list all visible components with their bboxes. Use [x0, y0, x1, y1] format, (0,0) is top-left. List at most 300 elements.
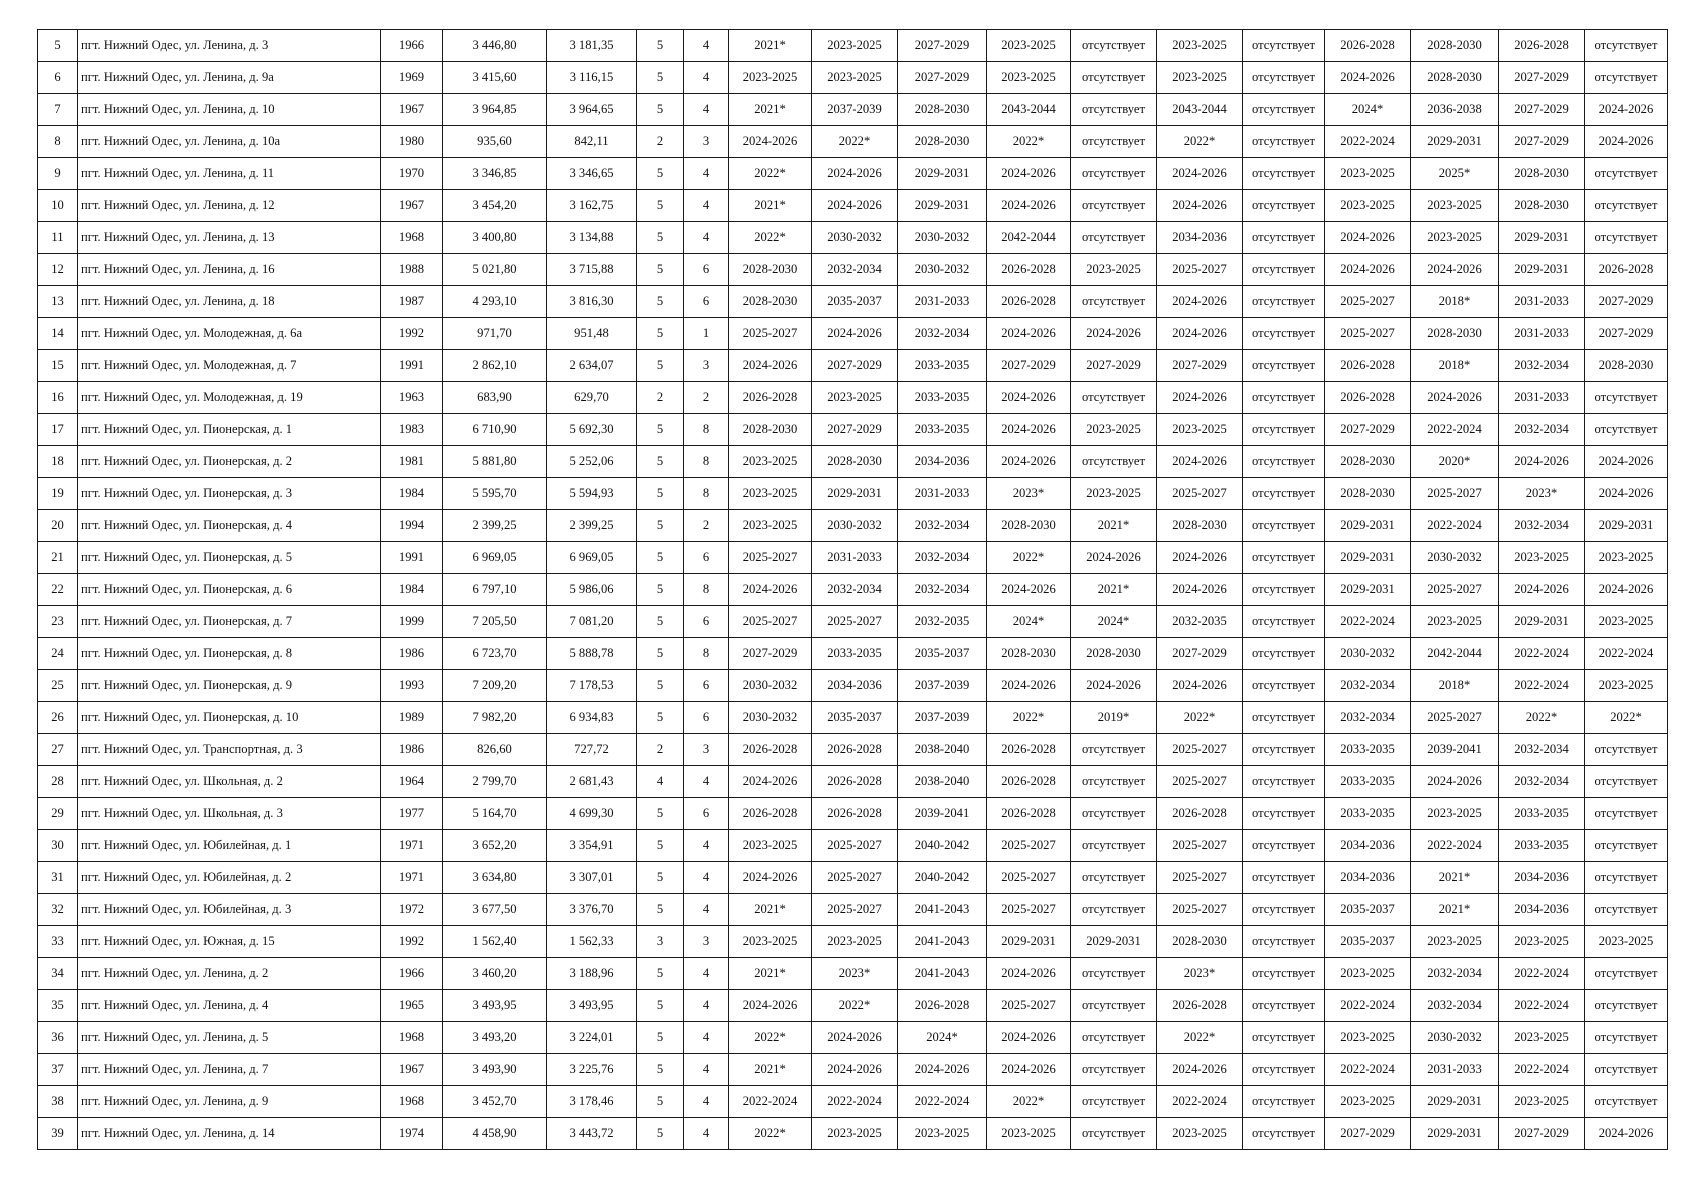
cell-living-area: 3 224,01	[547, 1022, 637, 1054]
cell-period-4: 2024-2026	[987, 190, 1071, 222]
cell-period-4: 2025-2027	[987, 862, 1071, 894]
cell-period-4: 2024-2026	[987, 958, 1071, 990]
cell-address: пгт. Нижний Одес, ул. Ленина, д. 13	[78, 222, 381, 254]
cell-living-area: 3 376,70	[547, 894, 637, 926]
table-row	[38, 222, 1668, 254]
cell-period-9: 2023-2025	[1411, 222, 1499, 254]
cell-period-5: отсутствует	[1071, 94, 1157, 126]
cell-address: пгт. Нижний Одес, ул. Молодежная, д. 6а	[78, 318, 381, 350]
cell-period-7: отсутствует	[1243, 382, 1325, 414]
cell-period-4: 2026-2028	[987, 766, 1071, 798]
cell-address: пгт. Нижний Одес, ул. Пионерская, д. 4	[78, 510, 381, 542]
cell-row-number: 34	[38, 958, 78, 990]
cell-period-2: 2023-2025	[812, 62, 898, 94]
cell-period-7: отсутствует	[1243, 126, 1325, 158]
cell-entrances: 4	[684, 62, 729, 94]
cell-period-3: 2029-2031	[898, 190, 987, 222]
cell-address: пгт. Нижний Одес, ул. Пионерская, д. 8	[78, 638, 381, 670]
cell-period-4: 2043-2044	[987, 94, 1071, 126]
cell-period-2: 2034-2036	[812, 670, 898, 702]
cell-period-2: 2029-2031	[812, 478, 898, 510]
cell-period-10: 2029-2031	[1499, 606, 1585, 638]
cell-period-5: 2024-2026	[1071, 318, 1157, 350]
cell-period-1: 2027-2029	[729, 638, 812, 670]
table-row	[38, 510, 1668, 542]
cell-address: пгт. Нижний Одес, ул. Пионерская, д. 2	[78, 446, 381, 478]
cell-living-area: 7 081,20	[547, 606, 637, 638]
cell-period-2: 2027-2029	[812, 350, 898, 382]
cell-floors: 5	[637, 542, 684, 574]
cell-period-11: отсутствует	[1585, 30, 1668, 62]
cell-address: пгт. Нижний Одес, ул. Ленина, д. 3	[78, 30, 381, 62]
cell-period-1: 2025-2027	[729, 606, 812, 638]
cell-period-7: отсутствует	[1243, 414, 1325, 446]
cell-build-year: 1971	[381, 830, 443, 862]
cell-floors: 5	[637, 1086, 684, 1118]
cell-period-1: 2021*	[729, 30, 812, 62]
cell-period-10: 2028-2030	[1499, 158, 1585, 190]
cell-period-4: 2026-2028	[987, 798, 1071, 830]
cell-period-3: 2026-2028	[898, 990, 987, 1022]
cell-period-11: отсутствует	[1585, 382, 1668, 414]
cell-build-year: 1986	[381, 638, 443, 670]
cell-period-7: отсутствует	[1243, 638, 1325, 670]
cell-floors: 5	[637, 446, 684, 478]
cell-living-area: 3 181,35	[547, 30, 637, 62]
housing-repair-schedule-table	[37, 29, 1668, 1150]
cell-period-6: 2043-2044	[1157, 94, 1243, 126]
cell-period-7: отсутствует	[1243, 286, 1325, 318]
cell-period-8: 2025-2027	[1325, 286, 1411, 318]
cell-total-area: 3 400,80	[443, 222, 547, 254]
cell-period-6: 2022*	[1157, 702, 1243, 734]
cell-floors: 4	[637, 766, 684, 798]
cell-period-9: 2020*	[1411, 446, 1499, 478]
cell-build-year: 1967	[381, 190, 443, 222]
cell-period-2: 2022*	[812, 126, 898, 158]
cell-floors: 5	[637, 670, 684, 702]
cell-period-2: 2037-2039	[812, 94, 898, 126]
cell-total-area: 7 209,20	[443, 670, 547, 702]
cell-period-1: 2023-2025	[729, 830, 812, 862]
cell-period-5: отсутствует	[1071, 62, 1157, 94]
cell-build-year: 1980	[381, 126, 443, 158]
table-row	[38, 318, 1668, 350]
cell-period-3: 2032-2034	[898, 542, 987, 574]
cell-period-11: отсутствует	[1585, 414, 1668, 446]
cell-total-area: 3 446,80	[443, 30, 547, 62]
cell-period-3: 2035-2037	[898, 638, 987, 670]
cell-period-11: отсутствует	[1585, 894, 1668, 926]
cell-period-7: отсутствует	[1243, 606, 1325, 638]
cell-entrances: 6	[684, 254, 729, 286]
cell-build-year: 1967	[381, 1054, 443, 1086]
cell-living-area: 2 634,07	[547, 350, 637, 382]
cell-period-5: 2023-2025	[1071, 414, 1157, 446]
cell-floors: 5	[637, 158, 684, 190]
cell-period-4: 2023-2025	[987, 30, 1071, 62]
cell-period-2: 2023-2025	[812, 1118, 898, 1150]
cell-period-8: 2028-2030	[1325, 446, 1411, 478]
cell-period-10: 2022-2024	[1499, 670, 1585, 702]
cell-entrances: 4	[684, 1022, 729, 1054]
cell-row-number: 8	[38, 126, 78, 158]
cell-period-3: 2041-2043	[898, 926, 987, 958]
cell-period-1: 2030-2032	[729, 670, 812, 702]
cell-period-10: 2029-2031	[1499, 254, 1585, 286]
cell-period-5: отсутствует	[1071, 862, 1157, 894]
cell-floors: 5	[637, 958, 684, 990]
cell-total-area: 3 493,90	[443, 1054, 547, 1086]
cell-row-number: 24	[38, 638, 78, 670]
cell-period-6: 2022-2024	[1157, 1086, 1243, 1118]
cell-period-9: 2024-2026	[1411, 254, 1499, 286]
cell-row-number: 23	[38, 606, 78, 638]
cell-period-7: отсутствует	[1243, 510, 1325, 542]
cell-entrances: 4	[684, 30, 729, 62]
cell-period-7: отсутствует	[1243, 574, 1325, 606]
cell-total-area: 2 862,10	[443, 350, 547, 382]
cell-period-8: 2023-2025	[1325, 190, 1411, 222]
cell-period-7: отсутствует	[1243, 830, 1325, 862]
cell-period-8: 2023-2025	[1325, 158, 1411, 190]
cell-build-year: 1969	[381, 62, 443, 94]
cell-build-year: 1966	[381, 30, 443, 62]
cell-period-2: 2022*	[812, 990, 898, 1022]
cell-period-6: 2024-2026	[1157, 158, 1243, 190]
cell-floors: 5	[637, 894, 684, 926]
cell-period-2: 2026-2028	[812, 734, 898, 766]
cell-row-number: 25	[38, 670, 78, 702]
cell-total-area: 3 493,95	[443, 990, 547, 1022]
cell-address: пгт. Нижний Одес, ул. Школьная, д. 3	[78, 798, 381, 830]
table-row	[38, 830, 1668, 862]
cell-living-area: 5 692,30	[547, 414, 637, 446]
cell-period-3: 2030-2032	[898, 222, 987, 254]
cell-floors: 5	[637, 606, 684, 638]
cell-living-area: 6 969,05	[547, 542, 637, 574]
cell-period-10: 2027-2029	[1499, 62, 1585, 94]
cell-period-7: отсутствует	[1243, 30, 1325, 62]
cell-period-11: отсутствует	[1585, 990, 1668, 1022]
cell-period-8: 2024*	[1325, 94, 1411, 126]
cell-period-7: отсутствует	[1243, 318, 1325, 350]
cell-period-5: отсутствует	[1071, 446, 1157, 478]
cell-period-5: отсутствует	[1071, 1086, 1157, 1118]
cell-row-number: 14	[38, 318, 78, 350]
cell-period-9: 2025*	[1411, 158, 1499, 190]
cell-period-4: 2022*	[987, 702, 1071, 734]
table-row	[38, 702, 1668, 734]
cell-period-1: 2024-2026	[729, 766, 812, 798]
cell-period-6: 2025-2027	[1157, 734, 1243, 766]
cell-period-11: отсутствует	[1585, 1022, 1668, 1054]
cell-period-1: 2021*	[729, 894, 812, 926]
cell-floors: 5	[637, 702, 684, 734]
cell-period-8: 2028-2030	[1325, 478, 1411, 510]
cell-build-year: 1970	[381, 158, 443, 190]
cell-period-2: 2030-2032	[812, 222, 898, 254]
cell-period-10: 2027-2029	[1499, 126, 1585, 158]
cell-address: пгт. Нижний Одес, ул. Ленина, д. 4	[78, 990, 381, 1022]
cell-build-year: 1984	[381, 574, 443, 606]
cell-period-7: отсутствует	[1243, 862, 1325, 894]
cell-address: пгт. Нижний Одес, ул. Пионерская, д. 3	[78, 478, 381, 510]
cell-period-2: 2024-2026	[812, 1054, 898, 1086]
cell-period-11: 2023-2025	[1585, 670, 1668, 702]
cell-floors: 5	[637, 798, 684, 830]
cell-period-11: 2023-2025	[1585, 926, 1668, 958]
cell-period-7: отсутствует	[1243, 734, 1325, 766]
cell-period-10: 2033-2035	[1499, 798, 1585, 830]
cell-period-9: 2021*	[1411, 862, 1499, 894]
cell-period-9: 2023-2025	[1411, 926, 1499, 958]
cell-total-area: 2 399,25	[443, 510, 547, 542]
cell-row-number: 39	[38, 1118, 78, 1150]
cell-row-number: 27	[38, 734, 78, 766]
cell-build-year: 1992	[381, 926, 443, 958]
cell-period-10: 2032-2034	[1499, 766, 1585, 798]
cell-entrances: 1	[684, 318, 729, 350]
cell-period-8: 2030-2032	[1325, 638, 1411, 670]
cell-period-6: 2027-2029	[1157, 350, 1243, 382]
cell-period-11: отсутствует	[1585, 222, 1668, 254]
cell-period-3: 2033-2035	[898, 350, 987, 382]
table-row	[38, 862, 1668, 894]
cell-period-4: 2024-2026	[987, 574, 1071, 606]
cell-period-1: 2024-2026	[729, 990, 812, 1022]
cell-period-4: 2023-2025	[987, 1118, 1071, 1150]
cell-period-7: отсутствует	[1243, 926, 1325, 958]
cell-period-8: 2026-2028	[1325, 350, 1411, 382]
cell-floors: 5	[637, 510, 684, 542]
cell-period-2: 2031-2033	[812, 542, 898, 574]
cell-period-11: 2023-2025	[1585, 606, 1668, 638]
cell-row-number: 19	[38, 478, 78, 510]
cell-total-area: 971,70	[443, 318, 547, 350]
cell-period-8: 2022-2024	[1325, 1054, 1411, 1086]
cell-build-year: 1968	[381, 222, 443, 254]
cell-period-2: 2033-2035	[812, 638, 898, 670]
table-row	[38, 1054, 1668, 1086]
cell-build-year: 1993	[381, 670, 443, 702]
cell-period-3: 2030-2032	[898, 254, 987, 286]
cell-period-8: 2024-2026	[1325, 254, 1411, 286]
cell-address: пгт. Нижний Одес, ул. Ленина, д. 18	[78, 286, 381, 318]
cell-row-number: 16	[38, 382, 78, 414]
cell-period-5: 2023-2025	[1071, 478, 1157, 510]
cell-period-5: 2024-2026	[1071, 670, 1157, 702]
cell-period-11: отсутствует	[1585, 1054, 1668, 1086]
cell-period-4: 2024-2026	[987, 446, 1071, 478]
cell-entrances: 8	[684, 446, 729, 478]
cell-period-7: отсутствует	[1243, 446, 1325, 478]
cell-entrances: 3	[684, 350, 729, 382]
table-row	[38, 446, 1668, 478]
cell-period-3: 2040-2042	[898, 862, 987, 894]
cell-period-4: 2022*	[987, 542, 1071, 574]
cell-period-10: 2023-2025	[1499, 926, 1585, 958]
cell-period-6: 2026-2028	[1157, 990, 1243, 1022]
cell-period-10: 2032-2034	[1499, 414, 1585, 446]
cell-floors: 5	[637, 30, 684, 62]
cell-period-7: отсутствует	[1243, 1054, 1325, 1086]
cell-period-8: 2029-2031	[1325, 574, 1411, 606]
cell-period-8: 2026-2028	[1325, 30, 1411, 62]
cell-floors: 5	[637, 94, 684, 126]
table-row	[38, 766, 1668, 798]
cell-period-7: отсутствует	[1243, 478, 1325, 510]
cell-period-11: 2026-2028	[1585, 254, 1668, 286]
cell-period-11: 2024-2026	[1585, 1118, 1668, 1150]
table-row	[38, 126, 1668, 158]
cell-period-1: 2026-2028	[729, 734, 812, 766]
cell-period-6: 2023-2025	[1157, 62, 1243, 94]
table-row	[38, 1022, 1668, 1054]
cell-living-area: 3 116,15	[547, 62, 637, 94]
cell-entrances: 8	[684, 478, 729, 510]
cell-floors: 5	[637, 574, 684, 606]
cell-total-area: 6 797,10	[443, 574, 547, 606]
cell-period-2: 2026-2028	[812, 798, 898, 830]
cell-period-11: отсутствует	[1585, 158, 1668, 190]
cell-period-3: 2031-2033	[898, 286, 987, 318]
cell-period-4: 2024-2026	[987, 1054, 1071, 1086]
cell-period-5: отсутствует	[1071, 1054, 1157, 1086]
cell-period-6: 2023-2025	[1157, 414, 1243, 446]
cell-period-10: 2029-2031	[1499, 222, 1585, 254]
cell-living-area: 3 493,95	[547, 990, 637, 1022]
cell-total-area: 826,60	[443, 734, 547, 766]
table-row	[38, 1118, 1668, 1150]
cell-floors: 5	[637, 1022, 684, 1054]
cell-period-1: 2028-2030	[729, 414, 812, 446]
cell-address: пгт. Нижний Одес, ул. Ленина, д. 9а	[78, 62, 381, 94]
cell-period-6: 2023-2025	[1157, 30, 1243, 62]
cell-period-3: 2041-2043	[898, 894, 987, 926]
cell-period-5: 2024*	[1071, 606, 1157, 638]
cell-period-11: отсутствует	[1585, 190, 1668, 222]
cell-period-7: отсутствует	[1243, 94, 1325, 126]
cell-total-area: 5 881,80	[443, 446, 547, 478]
cell-build-year: 1989	[381, 702, 443, 734]
cell-period-9: 2022-2024	[1411, 414, 1499, 446]
cell-living-area: 3 134,88	[547, 222, 637, 254]
cell-row-number: 30	[38, 830, 78, 862]
cell-period-3: 2023-2025	[898, 1118, 987, 1150]
cell-address: пгт. Нижний Одес, ул. Транспортная, д. 3	[78, 734, 381, 766]
cell-period-6: 2023-2025	[1157, 1118, 1243, 1150]
cell-period-7: отсутствует	[1243, 542, 1325, 574]
cell-living-area: 4 699,30	[547, 798, 637, 830]
cell-period-9: 2039-2041	[1411, 734, 1499, 766]
cell-period-3: 2027-2029	[898, 62, 987, 94]
table-row	[38, 350, 1668, 382]
cell-period-10: 2024-2026	[1499, 574, 1585, 606]
cell-period-1: 2030-2032	[729, 702, 812, 734]
cell-total-area: 7 205,50	[443, 606, 547, 638]
cell-period-2: 2028-2030	[812, 446, 898, 478]
cell-period-11: отсутствует	[1585, 62, 1668, 94]
cell-period-10: 2023-2025	[1499, 1086, 1585, 1118]
cell-period-5: 2027-2029	[1071, 350, 1157, 382]
cell-address: пгт. Нижний Одес, ул. Юбилейная, д. 1	[78, 830, 381, 862]
cell-period-7: отсутствует	[1243, 62, 1325, 94]
cell-period-11: отсутствует	[1585, 958, 1668, 990]
cell-living-area: 6 934,83	[547, 702, 637, 734]
cell-period-10: 2023*	[1499, 478, 1585, 510]
cell-period-8: 2024-2026	[1325, 222, 1411, 254]
cell-total-area: 3 415,60	[443, 62, 547, 94]
cell-period-3: 2032-2034	[898, 574, 987, 606]
cell-build-year: 1981	[381, 446, 443, 478]
cell-period-9: 2029-2031	[1411, 1086, 1499, 1118]
cell-living-area: 3 346,65	[547, 158, 637, 190]
table-row	[38, 30, 1668, 62]
cell-period-2: 2025-2027	[812, 862, 898, 894]
cell-period-5: отсутствует	[1071, 286, 1157, 318]
cell-total-area: 6 969,05	[443, 542, 547, 574]
cell-address: пгт. Нижний Одес, ул. Школьная, д. 2	[78, 766, 381, 798]
cell-period-6: 2025-2027	[1157, 478, 1243, 510]
cell-floors: 5	[637, 414, 684, 446]
table-row	[38, 670, 1668, 702]
cell-period-9: 2028-2030	[1411, 30, 1499, 62]
table-row	[38, 990, 1668, 1022]
cell-build-year: 1968	[381, 1022, 443, 1054]
cell-period-11: 2022*	[1585, 702, 1668, 734]
cell-floors: 5	[637, 350, 684, 382]
cell-period-6: 2032-2035	[1157, 606, 1243, 638]
cell-address: пгт. Нижний Одес, ул. Пионерская, д. 10	[78, 702, 381, 734]
cell-period-9: 2018*	[1411, 350, 1499, 382]
table-row	[38, 190, 1668, 222]
cell-period-7: отсутствует	[1243, 158, 1325, 190]
cell-row-number: 20	[38, 510, 78, 542]
cell-living-area: 5 986,06	[547, 574, 637, 606]
cell-period-2: 2025-2027	[812, 894, 898, 926]
cell-period-4: 2026-2028	[987, 286, 1071, 318]
table-row	[38, 478, 1668, 510]
cell-period-9: 2028-2030	[1411, 318, 1499, 350]
cell-period-8: 2032-2034	[1325, 702, 1411, 734]
cell-period-4: 2029-2031	[987, 926, 1071, 958]
cell-period-10: 2026-2028	[1499, 30, 1585, 62]
cell-floors: 2	[637, 382, 684, 414]
cell-address: пгт. Нижний Одес, ул. Пионерская, д. 6	[78, 574, 381, 606]
cell-floors: 5	[637, 62, 684, 94]
cell-entrances: 6	[684, 702, 729, 734]
cell-period-5: отсутствует	[1071, 1118, 1157, 1150]
cell-entrances: 4	[684, 862, 729, 894]
cell-period-3: 2034-2036	[898, 446, 987, 478]
cell-row-number: 32	[38, 894, 78, 926]
cell-living-area: 951,48	[547, 318, 637, 350]
cell-period-3: 2033-2035	[898, 414, 987, 446]
cell-floors: 5	[637, 990, 684, 1022]
cell-period-10: 2027-2029	[1499, 94, 1585, 126]
cell-entrances: 4	[684, 830, 729, 862]
cell-row-number: 17	[38, 414, 78, 446]
table-row	[38, 638, 1668, 670]
cell-period-4: 2023*	[987, 478, 1071, 510]
cell-period-10: 2033-2035	[1499, 830, 1585, 862]
cell-period-4: 2025-2027	[987, 894, 1071, 926]
cell-period-11: 2023-2025	[1585, 542, 1668, 574]
cell-address: пгт. Нижний Одес, ул. Ленина, д. 9	[78, 1086, 381, 1118]
cell-period-6: 2026-2028	[1157, 798, 1243, 830]
cell-period-1: 2021*	[729, 1054, 812, 1086]
